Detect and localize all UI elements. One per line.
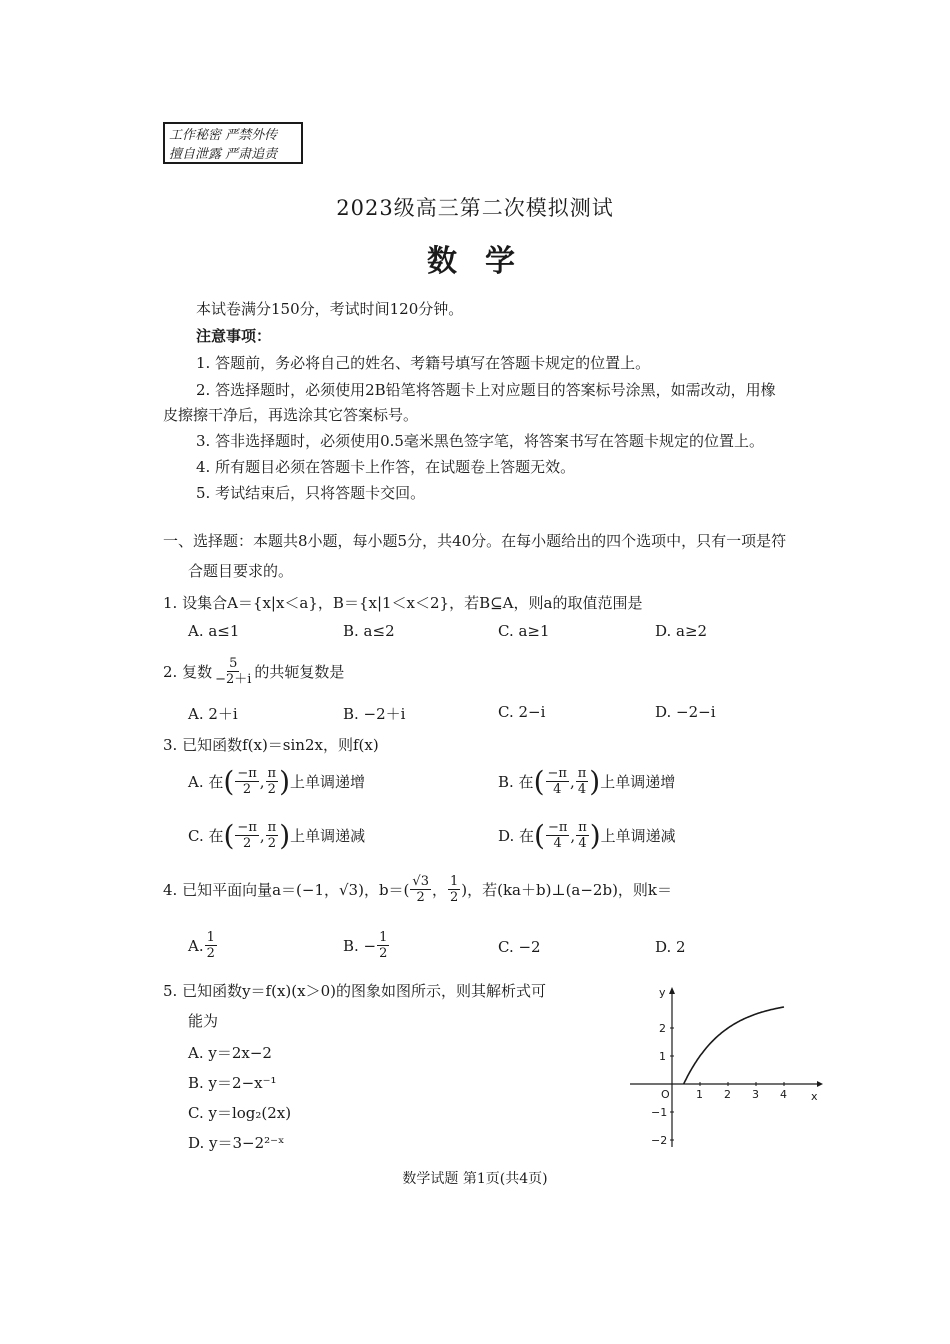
y-tick: −1 bbox=[651, 1106, 668, 1119]
x-tick: 3 bbox=[752, 1088, 759, 1101]
y-tick: 2 bbox=[659, 1022, 666, 1035]
y-axis-label: y bbox=[659, 986, 666, 999]
q3-option-a: A. 在 ( $\frac{-\pi}{2}$ , $\frac{\pi}{2}$ ) 上单调递增 bbox=[188, 764, 366, 798]
intro-line: 本试卷满分150分，考试时间120分钟。 bbox=[196, 300, 464, 318]
x-tick: 2 bbox=[724, 1088, 731, 1101]
q3-d-post: 上单调递减 bbox=[600, 827, 676, 845]
q3-c-pre: C. 在 bbox=[188, 827, 224, 845]
q3-d-left: $\frac{-\pi}{4}$ bbox=[547, 820, 568, 851]
notice-5: 5. 考试结束后，只将答题卡交回。 bbox=[196, 484, 426, 502]
q3-option-b: B. 在 ( $\frac{-\pi}{4}$ , $\frac{\pi}{4}$ ) 上单调递增 bbox=[498, 764, 676, 798]
x-tick: 4 bbox=[780, 1088, 787, 1101]
q5-stem-1: 5. 已知函数y＝f(x)(x＞0)的图象如图所示，则其解析式可 bbox=[163, 982, 546, 1000]
q5-option-c: C. y＝log₂(2x) bbox=[188, 1104, 292, 1122]
stamp-line-2: 擅自泄露 严肃追责 bbox=[169, 147, 278, 162]
section-1-line-1: 一、选择题：本题共8小题，每小题5分，共40分。在每小题给出的四个选项中，只有一项是符 bbox=[163, 532, 787, 550]
x-axis-label: x bbox=[811, 1090, 818, 1103]
q3-b-post: 上单调递增 bbox=[600, 773, 676, 791]
q1-option-b: B. a≤2 bbox=[343, 622, 395, 640]
q2-numerator: 5 bbox=[229, 656, 238, 671]
q4-stem-post: )，若(ka＋b)⊥(a−2b)，则k＝ bbox=[461, 881, 673, 899]
q3-d-right: $\frac{\pi}{4}$ bbox=[578, 820, 587, 851]
q4-stem: 4. 已知平面向量a＝(−1，√3)，b＝( $\frac{√3}{2}$ ， $\frac{1}{2}$ )，若(ka＋b)⊥(a−2b)，则k＝ bbox=[163, 874, 673, 905]
q3-c-post: 上单调递减 bbox=[290, 827, 366, 845]
q2-denominator: −2＋i bbox=[215, 672, 252, 687]
q4-option-c: C. −2 bbox=[498, 938, 541, 956]
exam-title: 2023级高三第二次模拟测试 bbox=[336, 196, 614, 220]
notice-1: 1. 答题前，务必将自己的姓名、考籍号填写在答题卡规定的位置上。 bbox=[196, 354, 651, 372]
q1-stem: 1. 设集合A＝{x|x＜a}，B＝{x|1＜x＜2}，若B⊆A，则a的取值范围是 bbox=[163, 594, 643, 612]
notice-3: 3. 答非选择题时，必须使用0.5毫米黑色签字笔，将答案书写在答题卡规定的位置上。 bbox=[196, 432, 764, 450]
q4-b-x: $\frac{√3}{2}$ bbox=[412, 874, 429, 905]
q2-option-c: C. 2−i bbox=[498, 703, 546, 721]
q1-option-c: C. a≥1 bbox=[498, 622, 550, 640]
function-graph bbox=[625, 982, 825, 1152]
q3-a-pre: A. 在 bbox=[188, 773, 224, 791]
q3-c-right: $\frac{\pi}{2}$ bbox=[267, 820, 277, 851]
q4-option-a: A. $\frac{1}{2}$ bbox=[188, 930, 215, 961]
q5-option-d: D. y＝3−2²⁻ˣ bbox=[188, 1134, 285, 1152]
q3-a-left: $\frac{-\pi}{2}$ bbox=[237, 766, 257, 797]
q3-a-right: $\frac{\pi}{2}$ bbox=[267, 766, 277, 797]
q2-stem bbox=[163, 656, 344, 687]
y-tick: −2 bbox=[651, 1134, 668, 1147]
q2-fraction bbox=[213, 656, 253, 687]
q1-option-a: A. a≤1 bbox=[188, 622, 240, 640]
notice-2a: 2. 答选择题时，必须使用2B铅笔将答题卡上对应题目的答案标号涂黑，如需改动，用橡 bbox=[196, 381, 776, 399]
q4-option-d: D. 2 bbox=[655, 938, 686, 956]
q2-stem-pre: 2. 复数 bbox=[163, 663, 213, 681]
q5-option-b: B. y＝2−x⁻¹ bbox=[188, 1074, 277, 1092]
q1-option-d: D. a≥2 bbox=[655, 622, 708, 640]
q4-b-y: $\frac{1}{2}$ bbox=[449, 874, 459, 905]
notice-2b: 皮擦擦干净后，再选涂其它答案标号。 bbox=[163, 406, 419, 424]
notice-title: 注意事项： bbox=[196, 327, 272, 345]
q3-stem: 3. 已知函数f(x)＝sin2x，则f(x) bbox=[163, 736, 379, 754]
q4-option-b: B. − $\frac{1}{2}$ bbox=[343, 930, 388, 961]
q3-a-post: 上单调递增 bbox=[290, 773, 366, 791]
q3-option-c: C. 在 ( $\frac{-\pi}{2}$ , $\frac{\pi}{2}$ ) 上单调递减 bbox=[188, 818, 366, 852]
notice-4: 4. 所有题目必须在答题卡上作答，在试题卷上答题无效。 bbox=[196, 458, 576, 476]
page-footer: 数学试题 第1页(共4页) bbox=[402, 1171, 548, 1187]
q2-option-b: B. −2＋i bbox=[343, 705, 406, 723]
q2-stem-post: 的共轭复数是 bbox=[254, 663, 345, 681]
q3-option-d: D. 在 ( $\frac{-\pi}{4}$ , $\frac{\pi}{4}$ ) 上单调递减 bbox=[498, 818, 676, 852]
section-1-line-2: 合题目要求的。 bbox=[188, 562, 294, 580]
q3-b-left: $\frac{-\pi}{4}$ bbox=[547, 766, 567, 797]
y-axis-arrow bbox=[669, 987, 675, 994]
stamp-line-1: 工作秘密 严禁外传 bbox=[169, 128, 278, 143]
function-curve bbox=[684, 1007, 784, 1084]
y-tick: 1 bbox=[659, 1050, 666, 1063]
q2-option-d: D. −2−i bbox=[655, 703, 716, 721]
q2-option-a: A. 2＋i bbox=[188, 705, 238, 723]
q4-stem-pre: 4. 已知平面向量a＝(−1，√3)，b＝( bbox=[163, 881, 410, 899]
q3-b-right: $\frac{\pi}{4}$ bbox=[577, 766, 587, 797]
q5-stem-2: 能为 bbox=[188, 1012, 219, 1030]
q3-b-pre: B. 在 bbox=[498, 773, 534, 791]
x-tick: 1 bbox=[696, 1088, 703, 1101]
origin-label: O bbox=[661, 1088, 670, 1101]
q5-option-a: A. y＝2x−2 bbox=[188, 1044, 272, 1062]
q3-c-left: $\frac{-\pi}{2}$ bbox=[237, 820, 257, 851]
confidential-stamp bbox=[163, 122, 303, 164]
subject-title: 数学 bbox=[427, 244, 543, 279]
x-axis-arrow bbox=[817, 1081, 823, 1087]
q3-d-pre: D. 在 bbox=[498, 827, 535, 845]
